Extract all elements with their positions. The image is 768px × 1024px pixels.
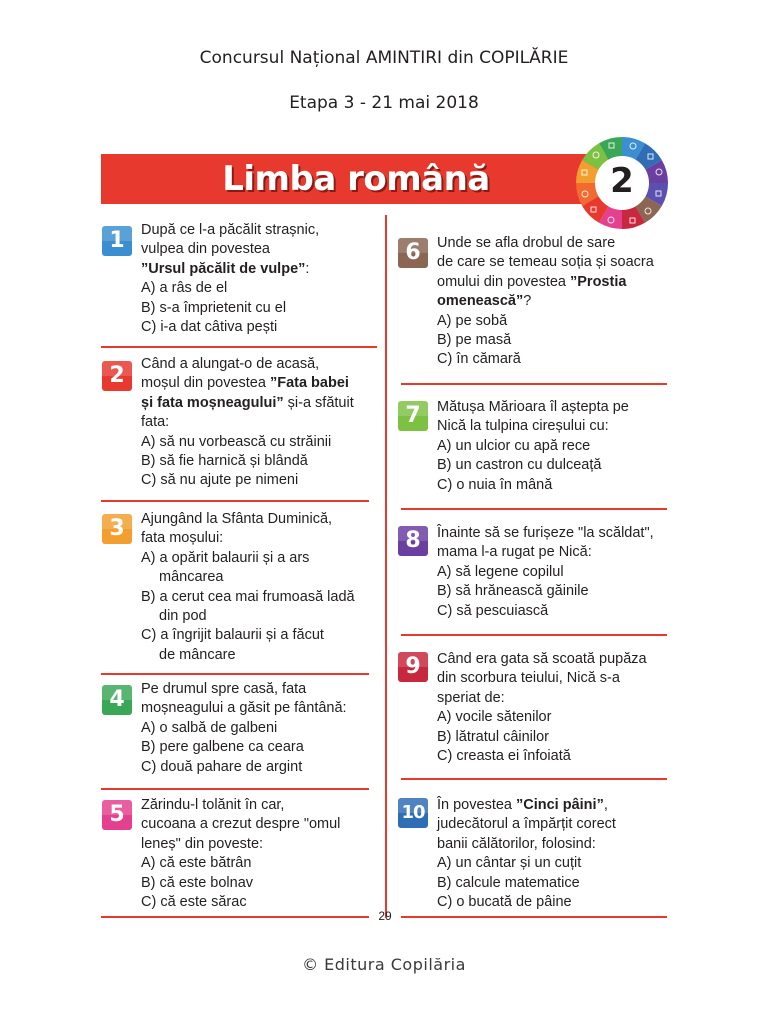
question-6: Unde se afla drobul de sare de care se temeau soția și soacra omului din povestea ”Prostia omenească”? A) pe sobă B) pe masă C) în cămară xyxy=(437,234,677,370)
option-a: A) a opărit balaurii și a ars xyxy=(141,549,310,566)
question-number-badge: 6 xyxy=(398,238,428,268)
separator xyxy=(101,346,377,348)
option-a: A) un cântar și un cuțit xyxy=(437,855,582,872)
option-b: B) pe masă xyxy=(437,332,512,349)
option-b: B) s-a împrietenit cu el xyxy=(141,299,287,316)
question-number-badge: 7 xyxy=(398,401,428,431)
footer-rule xyxy=(101,916,369,918)
question-7: Mătușa Mărioara îl aștepta pe Nică la tulpina cireșului cu: A) un ulcior cu apă rece B) un castron cu dulceață C) o nuia în mână xyxy=(437,398,687,495)
option-b: B) a cerut cea mai frumoasă ladă xyxy=(141,588,355,605)
option-b: B) să hrănească găinile xyxy=(437,583,589,600)
question-number-badge: 5 xyxy=(102,800,132,830)
option-c: C) să nu ajute pe nimeni xyxy=(141,472,299,489)
question-number-badge: 4 xyxy=(102,685,132,715)
option-c: C) că este sărac xyxy=(141,894,247,911)
option-c: C) două pahare de argint xyxy=(141,758,303,775)
footer-rule xyxy=(401,916,667,918)
question-1: După ce l-a păcălit strașnic, vulpea din povestea ”Ursul păcălit de vulpe”: A) a râs de el B) s-a împrietenit cu el C) i-a dat câtiva pești xyxy=(141,221,391,337)
option-a: A) pe sobă xyxy=(437,312,508,329)
option-a: A) că este bătrân xyxy=(141,855,252,872)
option-b: B) să fie harnică și blândă xyxy=(141,453,308,470)
question-number-badge: 10 xyxy=(398,798,428,828)
separator xyxy=(401,383,667,385)
question-number-badge: 2 xyxy=(102,361,132,391)
option-c: C) i-a dat câtiva pești xyxy=(141,319,278,336)
question-number-badge: 8 xyxy=(398,526,428,556)
question-8: Înainte să se furișeze "la scăldat", mama l-a rugat pe Nică: A) să legene copilul B) să hrănească găinile C) să pescuiască xyxy=(437,524,682,621)
question-3: Ajungând la Sfânta Duminică, fata moșului: A) a opărit balaurii și a ars mâncarea B) a cerut cea mai frumoasă ladă din pod C) a îngrijit balaurii și a făcut de mâncare xyxy=(141,510,391,665)
option-c: C) o nuia în mână xyxy=(437,476,553,493)
separator xyxy=(401,778,667,780)
page-number: 29 xyxy=(378,909,392,923)
contest-stage: Etapa 3 - 21 mai 2018 xyxy=(289,93,479,113)
question-number-badge: 9 xyxy=(398,652,428,682)
separator xyxy=(401,634,667,636)
subject-title: Limba română xyxy=(222,159,490,199)
separator xyxy=(101,673,369,675)
option-a: A) să nu vorbească cu străinii xyxy=(141,433,332,450)
option-b: B) pere galbene ca ceara xyxy=(141,739,304,756)
question-2: Când a alungat-o de acasă, moșul din povestea ”Fata babei și fata moșneagului” și-a sfătuit fata: A) să nu vorbească cu străinii B) să fie harnică și blândă C) să nu ajute pe nimeni xyxy=(141,355,381,491)
option-b: B) calcule matematice xyxy=(437,874,580,891)
option-a: A) să legene copilul xyxy=(437,563,564,580)
publisher-copyright: © Editura Copilăria xyxy=(302,955,466,974)
option-a: A) a râs de el xyxy=(141,280,228,297)
question-number-badge: 1 xyxy=(102,226,132,256)
contest-title: Concursul Național AMINTIRI din COPILĂRIE xyxy=(199,48,569,68)
separator xyxy=(101,500,369,502)
option-a: A) un ulcior cu apă rece xyxy=(437,437,591,454)
option-c: C) a îngrijit balaurii și a făcut xyxy=(141,627,324,644)
option-c: C) o bucată de pâine xyxy=(437,894,572,911)
option-a: A) vocile sătenilor xyxy=(437,709,552,726)
option-b: B) lătratul câinilor xyxy=(437,728,550,745)
option-b: B) un castron cu dulceață xyxy=(437,457,602,474)
question-4: Pe drumul spre casă, fata moșneagului a găsit pe fântână: A) o salbă de galbeni B) pere galbene ca ceara C) două pahare de argint xyxy=(141,680,391,777)
option-c: C) în cămară xyxy=(437,351,521,368)
option-a: A) o salbă de galbeni xyxy=(141,719,278,736)
question-number-badge: 3 xyxy=(102,514,132,544)
option-c: C) să pescuiască xyxy=(437,602,549,619)
option-c: C) creasta ei înfoiată xyxy=(437,748,571,765)
question-5: Zărindu-l tolănit în car, cucoana a crezut despre "omul leneș" din poveste: A) că este bătrân B) că este bolnav C) că este sărac xyxy=(141,796,391,912)
separator xyxy=(401,508,667,510)
question-10: În povestea ”Cinci pâini”, judecătorul a împărțit corect banii călătorilor, folosind: A) un cântar și un cuțit B) calcule matematice C) o bucată de pâine xyxy=(437,796,687,912)
option-b: B) că este bolnav xyxy=(141,874,254,891)
separator xyxy=(101,788,369,790)
question-9: Când era gata să scoată pupăza din scorbura teiului, Nică s-a speriat de: A) vocile sătenilor B) lătratul câinilor C) creasta ei înfoiată xyxy=(437,650,687,766)
grade-number: 2 xyxy=(610,161,634,201)
